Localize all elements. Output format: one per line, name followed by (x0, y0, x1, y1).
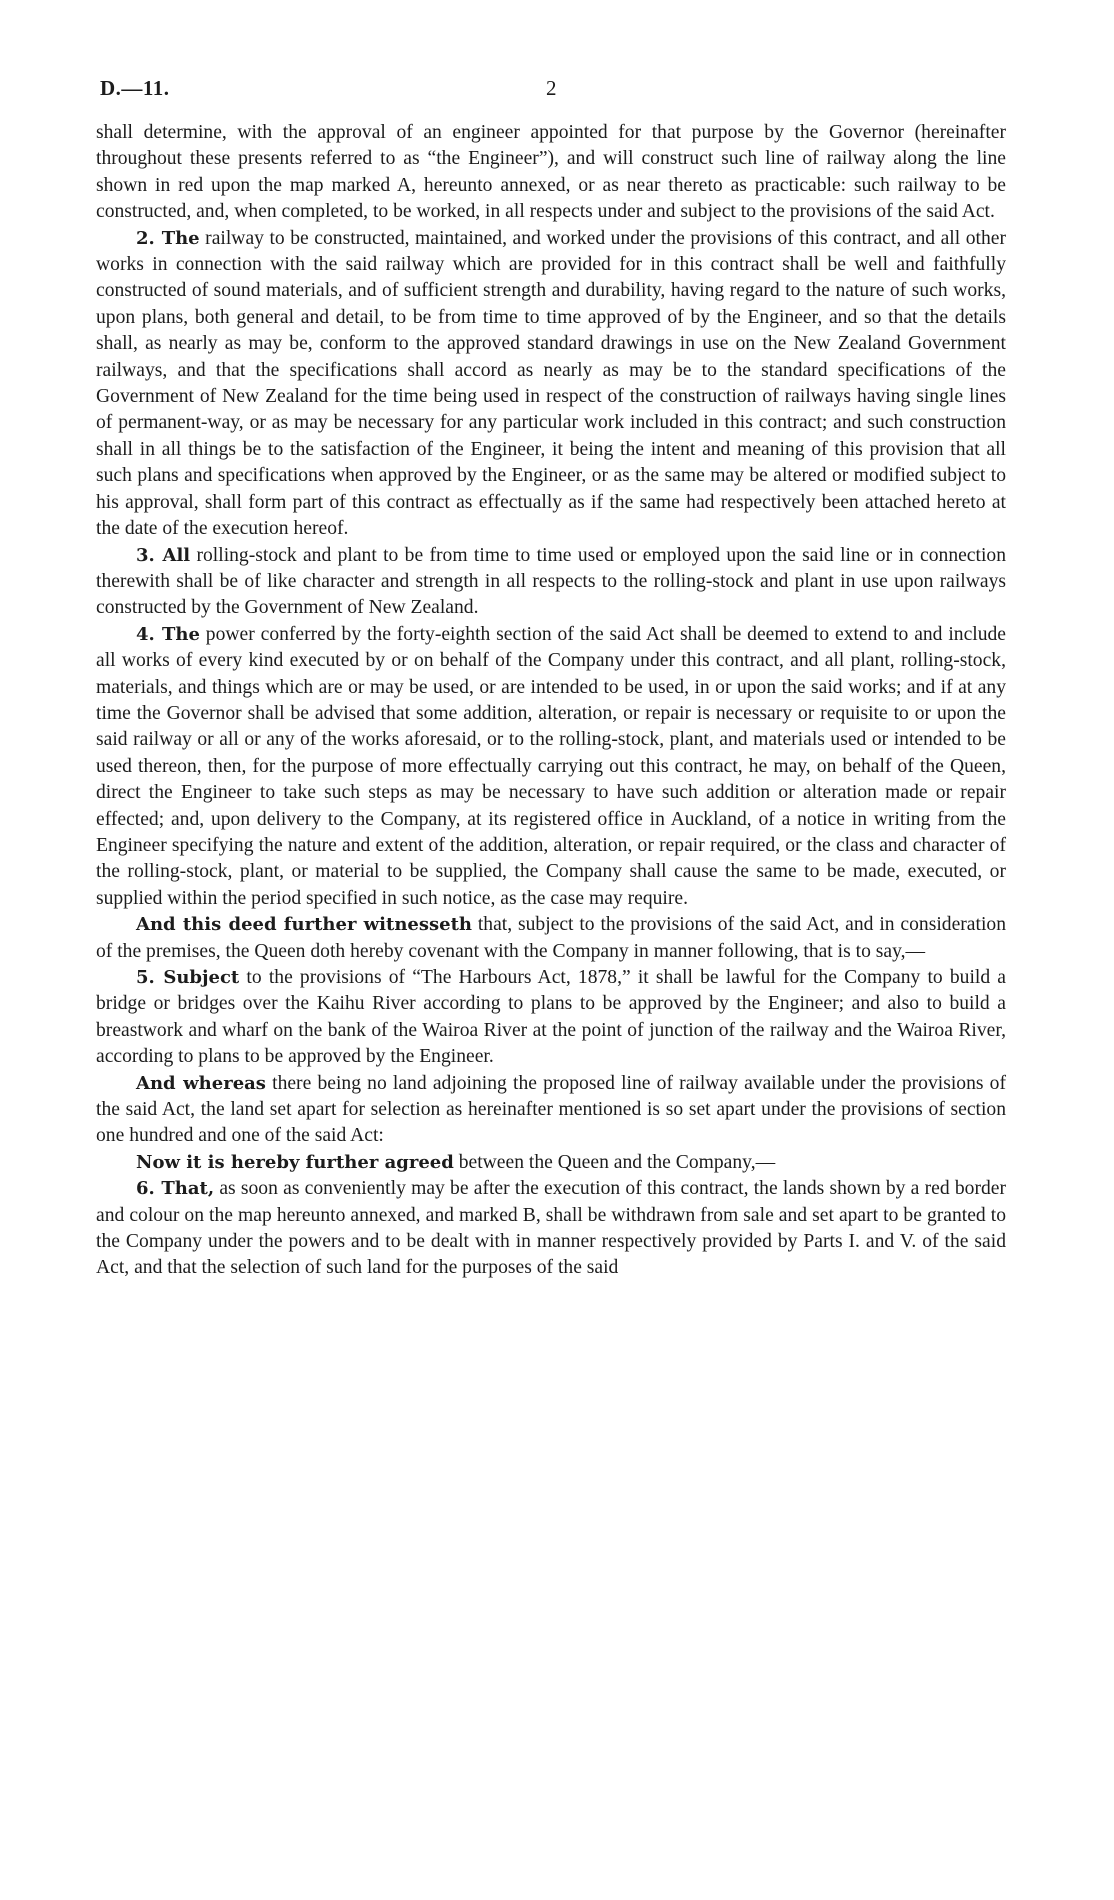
paragraph-lead: 6. That, (136, 1178, 215, 1200)
paragraph-1 (96, 120, 1006, 226)
paragraph-text: shall determine, with the approval of an engineer appointed for that purpose by the Governor (hereinafter throughout these presents referred to as “the Engineer”), and will construct such line of railway along the line shown in red upon the map marked A, hereunto annexed, or as near thereto as practicable: such railway to be constructed, and, when completed, to be worked, in all respects under and subject to the provisions of the said Act. (96, 122, 1006, 223)
document-page (96, 70, 1006, 1282)
document-reference: D.—11. (100, 76, 170, 100)
paragraph-lead: 4. The (136, 623, 200, 645)
paragraph-text: between the Queen and the Company,— (453, 1151, 776, 1173)
paragraph-lead: 3. All (136, 544, 191, 566)
paragraph-lead: And this deed further witnesseth (136, 914, 472, 936)
body-text (96, 120, 1006, 1282)
paragraph-clause-6 (96, 1176, 1006, 1282)
paragraph-text: there being no land adjoining the proposed line of railway available under the provisions of the said Act, the land set apart for selection as hereinafter mentioned is so set apart under the provisions of section one hundred and one of the said Act: (96, 1072, 1007, 1147)
paragraph-lead: 5. Subject (136, 967, 240, 988)
paragraph-witnesseth (96, 912, 1006, 965)
paragraph-agreed (96, 1150, 1006, 1176)
page-header (96, 70, 1006, 110)
paragraph-lead: Now it is hereby further agreed (136, 1151, 454, 1173)
paragraph-text: that, subject to the provisions of the said Act, and in consideration of the premises, the Queen doth hereby covenant with the Company in manner following, that is to say,— (96, 914, 1006, 962)
paragraph-text: railway to be constructed, maintained, and worked under the provisions of this contract, and all other works in connection with the said railway which are provided for in this contract shall be well and faithfully constructed of sound materials, and of sufficient strength and durability, having regard to the nature of such works, upon plans, both general and detail, to be from time to time approved of by the Engineer, and so that the details shall, as nearly as may be, conform to the approved standard drawings in use on the New Zealand Government railways, and that the specifications shall accord as nearly as may be to the standard specifications of the Government of New Zealand for the time being used in respect of the construction of railways having single lines of permanent-way, or as may be necessary for any particular work included in this contract; and such construction shall in all things be to the satisfaction of the Engineer, it being the intent and meaning of this provision that all such plans and specifications when approved by the Engineer, or as the same may be altered or modified subject to his approval, shall form part of this contract as effectually as if the same had respectively been attached hereto at the date of the execution hereof. (96, 227, 1006, 540)
paragraph-clause-4 (96, 622, 1006, 912)
paragraph-text: to the provisions of “The Harbours Act, 1878,” it shall be lawful for the Company to build a bridge or bridges over the Kaihu River according to plans to be approved by the Engineer; and also to build a breastwork and wharf on the bank of the Wairoa River at the point of junction of the railway and the Wairoa River, according to plans to be approved by the Engineer. (96, 967, 1007, 1068)
paragraph-lead: And whereas (136, 1072, 266, 1094)
paragraph-text: as soon as conveniently may be after the execution of this contract, the lands shown by a red border and colour on the map hereunto annexed, and marked B, shall be withdrawn from sale and set apart to be granted to the Company under the powers and to be dealt with in manner respectively provided by Parts I. and V. of the said Act, and that the selection of such land for the purposes of the said (96, 1178, 1006, 1279)
paragraph-whereas (96, 1071, 1006, 1150)
page-number: 2 (546, 76, 557, 100)
paragraph-clause-2 (96, 226, 1006, 543)
paragraph-text: power conferred by the forty-eighth section of the said Act shall be deemed to extend to and include all works of every kind executed by or on behalf of the Company under this contract, and all plant, rolling-stock, materials, and things which are or may be used, or are intended to be used, in or upon the said works; and if at any time the Governor shall be advised that some addition, alteration, or repair is necessary or requisite to or upon the said railway or all or any of the works aforesaid, or to the rolling-stock, plant, and materials used or intended to be used thereon, then, for the purpose of more effectually carrying out this contract, he may, on behalf of the Queen, direct the Engineer to take such steps as may be necessary to have such addition or alteration made or repair effected; and, upon delivery to the Company, at its registered office in Auckland, of a notice in writing from the Engineer specifying the nature and extent of the addition, alteration, or repair required, or the class and character of the rolling-stock, plant, or material to be supplied, the Company shall cause the same to be made, executed, or supplied within the period specified in such notice, as the case may require. (96, 623, 1007, 909)
paragraph-text: rolling-stock and plant to be from time to time used or employed upon the said line or in connection therewith shall be of like character and strength in all respects to the rolling-stock and plant in use upon railways constructed by the Government of New Zealand. (96, 544, 1006, 619)
paragraph-clause-5 (96, 965, 1006, 1071)
paragraph-clause-3 (96, 543, 1006, 622)
paragraph-lead: 2. The (136, 227, 200, 249)
